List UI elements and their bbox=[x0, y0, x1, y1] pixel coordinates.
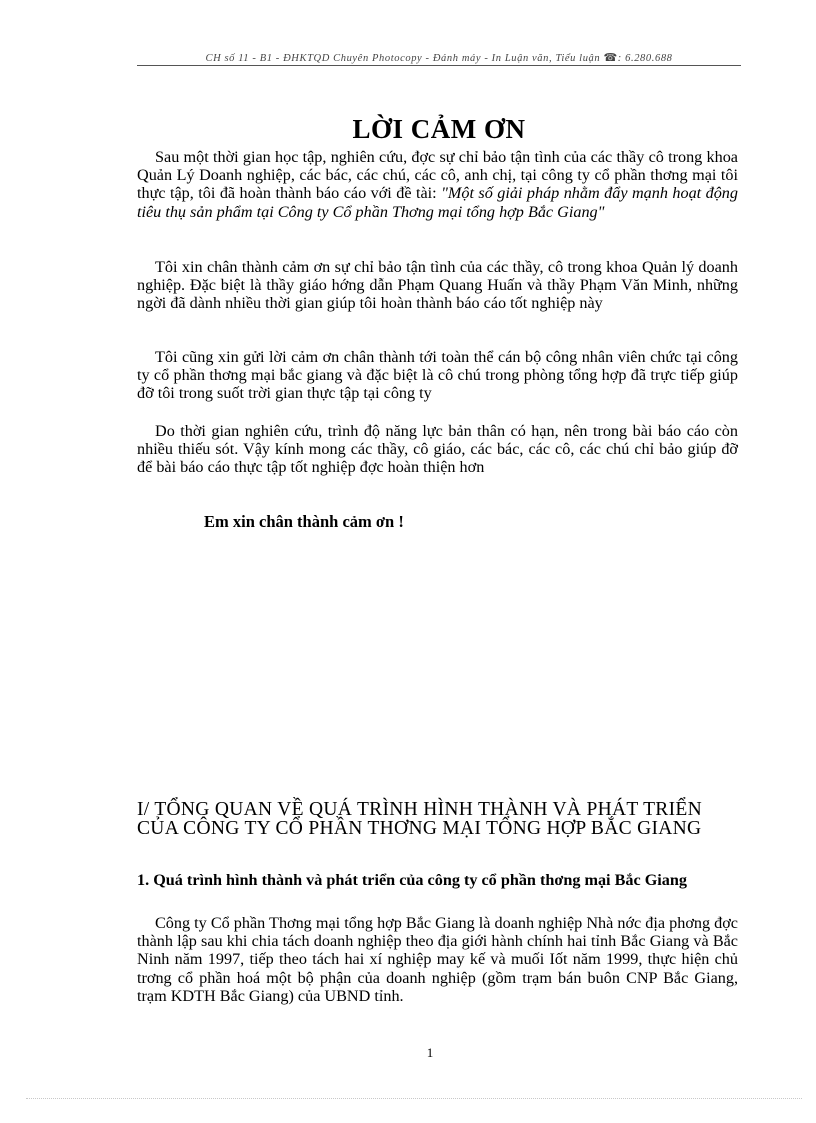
acknowledgement-paragraph-3: Tôi cũng xin gửi lời cảm ơn chân thành tới toàn thể cán bộ công nhân viên chức tại công ty cổ phần thơng mại bắc giang và đặc biệt là cô chú trong phòng tổng hợp đã trực tiếp giúp đỡ tôi trong suốt trời gian thực tập tại công ty bbox=[137, 348, 738, 403]
telephone-icon: ☎ bbox=[603, 52, 618, 64]
footer-divider bbox=[26, 1098, 802, 1099]
header-text: CH số 11 - B1 - ĐHKTQD Chuyên Photocopy - Đánh máy - In Luận văn, Tiểu luận bbox=[205, 53, 601, 64]
page-number: 1 bbox=[426, 1045, 434, 1060]
header-phone: : 6.280.688 bbox=[617, 53, 673, 64]
acknowledgement-paragraph-4: Do thời gian nghiên cứu, trình độ năng lực bản thân có hạn, nên trong bài báo cáo còn nhiều thiếu sót. Vậy kính mong các thầy, cô giáo, các bác, các cô, các chú chỉ bảo giúp đỡ để bài báo cáo thực tập tốt nghiệp đợc hoàn thiện hơn bbox=[137, 422, 738, 477]
acknowledgement-paragraph-2: Tôi xin chân thành cảm ơn sự chỉ bảo tận tình của các thầy, cô trong khoa Quản lý doanh nghiệp. Đặc biệt là thầy giáo hớng dẫn Phạm Quang Huấn và thầy Phạm Văn Minh, những ngời đã dành nhiều thời gian giúp tôi hoàn thành báo cáo tốt nghiệp này bbox=[137, 258, 738, 313]
signoff: Em xin chân thành cảm ơn ! bbox=[204, 512, 404, 531]
page-title: LỜI CẢM ƠN bbox=[352, 114, 526, 144]
section-body-paragraph: Công ty Cổ phần Thơng mại tổng hợp Bắc Giang là doanh nghiệp Nhà nớc địa phơng đợc thành lập sau khi chia tách doanh nghiệp theo địa giới hành chính hai tỉnh Bắc Giang và Bắc Ninh năm 1997, tiếp theo tách hai xí nghiệp may kế và muối Iốt năm 1999, thực hiện chủ trơng cổ phần hoá một bộ phận của doanh nghiệp (gồm trạm bán buôn CNP Bắc Giang, trạm KDTH Bắc Giang) của UBND tỉnh. bbox=[137, 914, 738, 1005]
acknowledgement-paragraph-1 bbox=[137, 148, 738, 221]
paragraph-1-text: Sau một thời gian học tập, nghiên cứu, đợc sự chỉ bảo tận tình của các thầy cô trong khoa Quản Lý Doanh nghiệp, các bác, các chú, các cô, anh chị, tại công ty cổ phần thơng mại tôi thực tập, tôi đã hoàn thành báo cáo với đề tài: bbox=[137, 148, 738, 203]
section-heading: I/ TỔNG QUAN VỀ QUÁ TRÌNH HÌNH THÀNH VÀ PHÁT TRIỂN CỦA CÔNG TY CỔ PHẦN THƠNG MẠI TỔNG HỢP BẮC GIANG bbox=[137, 799, 702, 839]
subsection-heading: 1. Quá trình hình thành và phát triển của công ty cổ phần thơng mại Bắc Giang bbox=[137, 871, 687, 889]
page-header bbox=[137, 51, 741, 66]
report-topic: "Một số giải pháp nhằm đẩy mạnh hoạt động tiêu thụ sản phẩm tại Công ty Cổ phần Thơng mại tổng hợp Bắc Giang" bbox=[137, 184, 738, 221]
